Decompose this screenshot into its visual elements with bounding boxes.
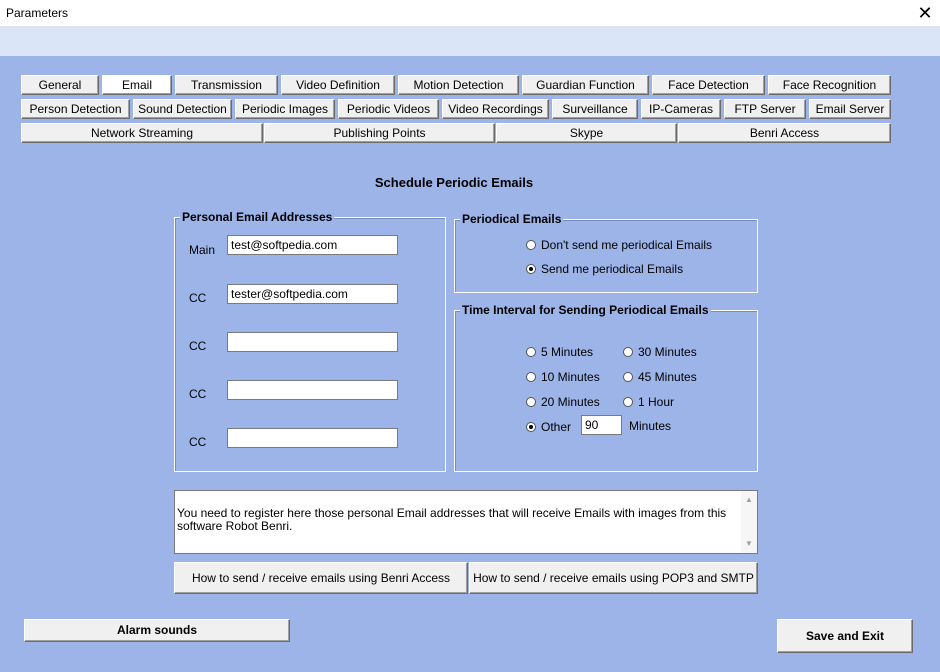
radio-10-minutes[interactable] bbox=[526, 370, 600, 384]
radio-label: 45 Minutes bbox=[638, 370, 697, 384]
cc2-email-field[interactable] bbox=[227, 332, 398, 352]
cc1-email-field[interactable]: tester@softpedia.com bbox=[227, 284, 398, 304]
radio-label: Don't send me periodical Emails bbox=[541, 238, 713, 252]
radio-1-hour[interactable] bbox=[623, 395, 674, 409]
radio-indicator bbox=[623, 397, 633, 407]
tab-face-recognition[interactable]: Face Recognition bbox=[768, 75, 891, 95]
radio-45-minutes[interactable] bbox=[623, 370, 697, 384]
cc1-email-label: CC bbox=[189, 291, 207, 305]
radio-label: 1 Hour bbox=[638, 395, 675, 409]
radio-30-minutes[interactable] bbox=[623, 345, 697, 359]
interval-legend: Time Interval for Sending Periodical Emails bbox=[462, 303, 709, 317]
cc3-email-label: CC bbox=[189, 387, 207, 401]
radio-label: 10 Minutes bbox=[541, 370, 600, 384]
tab-publishing-points[interactable]: Publishing Points bbox=[264, 123, 495, 143]
cc2-email-label: CC bbox=[189, 339, 207, 353]
radio-dont-send[interactable] bbox=[526, 238, 712, 252]
tab-ftp-server[interactable]: FTP Server bbox=[724, 99, 806, 119]
save-exit-button[interactable]: Save and Exit bbox=[777, 619, 913, 653]
radio-label: 20 Minutes bbox=[541, 395, 600, 409]
radio-send[interactable] bbox=[526, 262, 683, 276]
radio-indicator bbox=[623, 347, 633, 357]
tab-sound-detection[interactable]: Sound Detection bbox=[133, 99, 232, 119]
other-minutes-field[interactable]: 90 bbox=[581, 415, 622, 435]
howto-benri-button[interactable]: How to send / receive emails using Benri Access bbox=[174, 562, 468, 594]
radio-label: 5 Minutes bbox=[541, 345, 594, 359]
cc4-email-label: CC bbox=[189, 435, 207, 449]
tab-video-recordings[interactable]: Video Recordings bbox=[442, 99, 549, 119]
tab-face-detection[interactable]: Face Detection bbox=[652, 75, 765, 95]
scroll-up-icon[interactable]: ▲ bbox=[745, 495, 753, 504]
radio-label: Other bbox=[541, 420, 572, 434]
cc4-email-field[interactable] bbox=[227, 428, 398, 448]
header-band bbox=[0, 26, 940, 56]
tab-motion-detection[interactable]: Motion Detection bbox=[398, 75, 519, 95]
close-icon[interactable]: ✕ bbox=[917, 3, 933, 23]
info-textbox[interactable] bbox=[174, 490, 758, 554]
tab-ip-cameras[interactable]: IP-Cameras bbox=[641, 99, 721, 119]
info-scrollbar[interactable] bbox=[741, 491, 757, 553]
window-title: Parameters bbox=[6, 6, 69, 20]
radio-label: 30 Minutes bbox=[638, 345, 697, 359]
howto-pop3-button[interactable]: How to send / receive emails using POP3 and SMTP bbox=[469, 562, 758, 594]
page-title: Schedule Periodic Emails bbox=[374, 175, 534, 190]
personal-email-legend: Personal Email Addresses bbox=[182, 210, 333, 224]
other-minutes-unit: Minutes bbox=[629, 419, 672, 433]
info-text: You need to register here those personal Email addresses that will receive Emails with images from this software Robot Benri. bbox=[177, 506, 727, 533]
radio-indicator bbox=[526, 347, 536, 357]
radio-indicator bbox=[526, 372, 536, 382]
tab-surveillance[interactable]: Surveillance bbox=[552, 99, 638, 119]
main-email-field[interactable]: test@softpedia.com bbox=[227, 235, 398, 255]
tab-general[interactable]: General bbox=[21, 75, 99, 95]
radio-label: Send me periodical Emails bbox=[541, 262, 684, 276]
radio-20-minutes[interactable] bbox=[526, 395, 600, 409]
radio-indicator bbox=[526, 240, 536, 250]
title-bar bbox=[0, 0, 940, 26]
main-email-label: Main bbox=[189, 243, 216, 257]
tab-skype[interactable]: Skype bbox=[496, 123, 677, 143]
cc3-email-field[interactable] bbox=[227, 380, 398, 400]
scroll-down-icon[interactable]: ▼ bbox=[745, 539, 753, 548]
radio-other[interactable] bbox=[526, 420, 571, 434]
radio-indicator bbox=[526, 264, 536, 274]
tab-benri-access[interactable]: Benri Access bbox=[678, 123, 891, 143]
tab-network-streaming[interactable]: Network Streaming bbox=[21, 123, 263, 143]
alarm-sounds-button[interactable]: Alarm sounds bbox=[24, 619, 290, 642]
radio-5-minutes[interactable] bbox=[526, 345, 593, 359]
radio-indicator bbox=[526, 422, 536, 432]
tab-person-detection[interactable]: Person Detection bbox=[21, 99, 130, 119]
tab-periodic-videos[interactable]: Periodic Videos bbox=[338, 99, 439, 119]
radio-indicator bbox=[526, 397, 536, 407]
periodical-emails-group bbox=[454, 212, 758, 293]
tab-email[interactable]: Email bbox=[102, 75, 172, 95]
periodical-emails-legend: Periodical Emails bbox=[462, 212, 562, 226]
tab-email-server[interactable]: Email Server bbox=[809, 99, 891, 119]
tab-periodic-images[interactable]: Periodic Images bbox=[235, 99, 335, 119]
tab-transmission[interactable]: Transmission bbox=[175, 75, 278, 95]
radio-indicator bbox=[623, 372, 633, 382]
interval-group bbox=[454, 303, 758, 472]
tab-video-definition[interactable]: Video Definition bbox=[281, 75, 395, 95]
tab-guardian-function[interactable]: Guardian Function bbox=[522, 75, 649, 95]
